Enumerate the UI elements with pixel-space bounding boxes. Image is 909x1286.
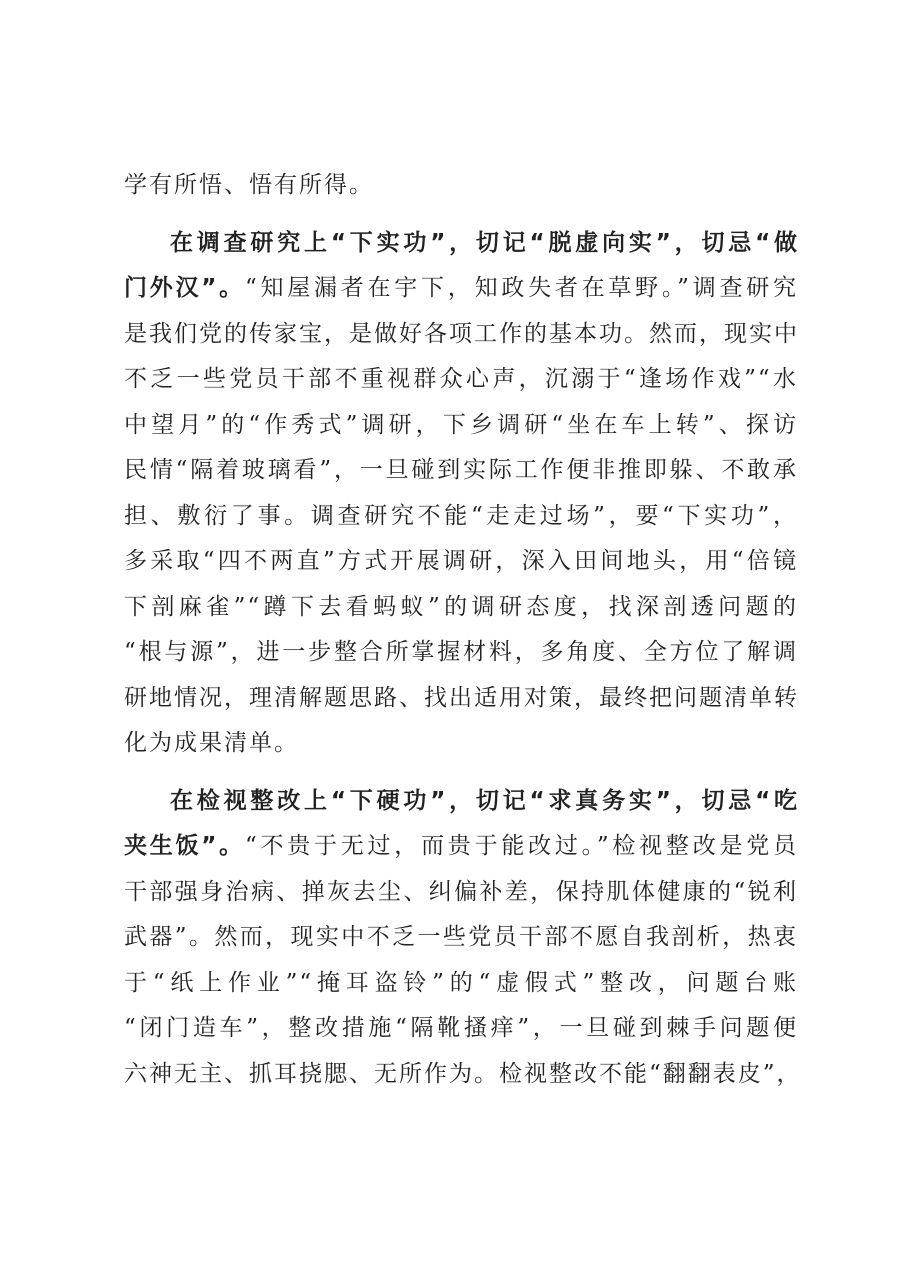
text-line: 学有所悟、悟有所得。 [124,172,374,198]
text-line: 干部强身治病、掸灰去尘、纠偏补差，保持肌体健康的“锐利 [124,878,798,905]
text-line: “闭门造车”，整改措施“隔靴搔痒”，一旦碰到棘手问题便 [124,1015,798,1041]
body-text: “知屋漏者在宇下，知政失者在草野。”调查研究 [244,275,798,301]
text-line: 民情“隔着玻璃看”，一旦碰到实际工作便非推即躲、不敢承 [124,457,798,483]
text-line [124,779,798,825]
document-body [124,163,802,1097]
text-line: 于“纸上作业”“掩耳盗铃”的“虚假式”整改，问题台账 [124,969,798,996]
text-line: 六神无主、抓耳挠腮、无所作为。检视整改不能“翻翻表皮”， [124,1060,802,1087]
text-line: 是我们党的传家宝，是做好各项工作的基本功。然而，现实中 [124,320,799,347]
paragraph-spacer [124,767,798,779]
text-line: 下剖麻雀”“蹲下去看蚂蚁”的调研态度，找深剖透问题的 [124,593,798,620]
text-line: 不乏一些党员干部不重视群众心声，沉溺于“逢场作戏”“水 [124,366,798,392]
paragraph [124,163,798,209]
paragraph [124,779,802,1098]
text-line: 研地情况，理清解题思路、找出适用对策，最终把问题清单转 [124,684,799,711]
text-line [124,266,798,312]
paragraph [124,221,798,767]
lead-heading-text: 在调查研究上“下实功”，切记“脱虚向实”，切忌“做 [170,229,798,256]
text-line: 化为成果清单。 [124,730,299,756]
paragraph-spacer [124,209,798,221]
text-line [124,824,798,870]
text-line [124,221,798,267]
text-line: 担、敷衍了事。调查研究不能“走走过场”，要“下实功”， [124,502,798,529]
text-line: 中望月”的“作秀式”调研，下乡调研“坐在车上转”、探访 [124,411,798,438]
body-text: “不贵于无过，而贵于能改过。”检视整改是党员 [244,833,798,859]
lead-heading-text: 夹生饭”。 [124,833,245,859]
lead-heading-text: 在检视整改上“下硬功”，切记“求真务实”，切忌“吃 [170,787,798,814]
text-line: “根与源”，进一步整合所掌握材料，多角度、全方位了解调 [124,639,798,665]
text-line: 武器”。然而，现实中不乏一些党员干部不愿自我剖析，热衷 [124,924,798,950]
text-line: 多采取“四不两直”方式开展调研，深入田间地头，用“倍镜 [124,548,798,574]
lead-heading-text: 门外汉”。 [124,275,245,301]
